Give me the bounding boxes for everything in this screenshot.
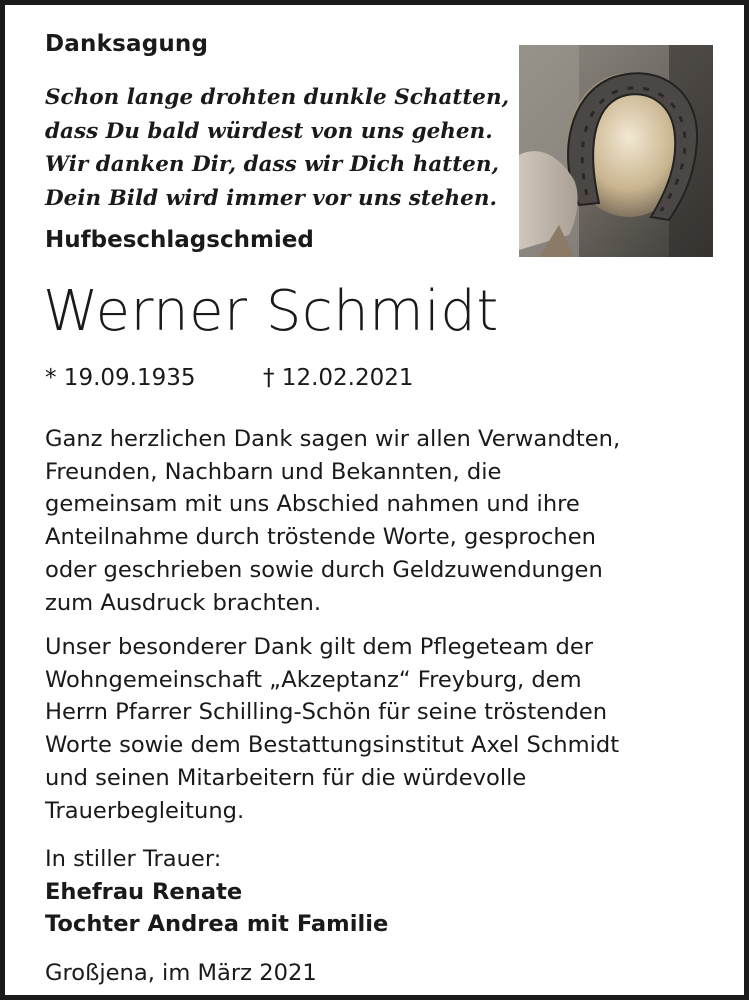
death-date: † 12.02.2021	[263, 365, 414, 391]
profession: Hufbeschlagschmied	[45, 227, 314, 253]
birth-date: * 19.09.1935	[45, 365, 196, 391]
mourning-intro: In stiller Trauer:	[45, 846, 222, 872]
poem-line: Wir danken Dir, dass wir Dich hatten,	[45, 152, 499, 177]
text-line: Ganz herzlichen Dank sagen wir allen Verwandten,	[45, 426, 621, 452]
text-line: gemeinsam mit uns Abschied nahmen und ihre	[45, 491, 580, 518]
special-thanks-paragraph	[45, 631, 715, 827]
notice-heading: Danksagung	[45, 31, 209, 57]
text-line: oder geschrieben sowie durch Geldzuwendungen	[45, 556, 603, 583]
text-line: Freunden, Nachbarn und Bekannten, die	[45, 458, 502, 485]
text-line: Wohngemeinschaft „Akzeptanz“ Freyburg, dem	[45, 666, 582, 693]
text-line: und seinen Mitarbeitern für die würdevolle	[45, 764, 527, 791]
deceased-name: Werner Schmidt	[43, 279, 499, 344]
mourner-name: Ehefrau Renate	[45, 878, 243, 905]
poem-line: Schon lange drohten dunkle Schatten,	[45, 85, 510, 110]
text-line: Anteilnahme durch tröstende Worte, gesprochen	[45, 524, 596, 551]
poem-line: Dein Bild wird immer vor uns stehen.	[45, 185, 497, 211]
text-line: zum Ausdruck brachten.	[45, 589, 322, 616]
place-date: Großjena, im März 2021	[45, 960, 317, 986]
life-dates	[45, 365, 414, 391]
mourner-name: Tochter Andrea mit Familie	[45, 911, 389, 938]
text-line: Unser besonderer Dank gilt dem Pflegeteam der	[45, 634, 594, 660]
text-line: Herrn Pfarrer Schilling-Schön für seine tröstenden	[45, 699, 608, 726]
poem-line: dass Du bald würdest von uns gehen.	[45, 118, 493, 144]
poem	[45, 81, 509, 215]
mourners-block	[45, 843, 715, 941]
thanks-paragraph	[45, 423, 715, 619]
horseshoe-photo	[519, 45, 713, 257]
text-line: Worte sowie dem Bestattungsinstitut Axel Schmidt	[45, 732, 620, 759]
text-line: Trauerbegleitung.	[45, 797, 245, 824]
